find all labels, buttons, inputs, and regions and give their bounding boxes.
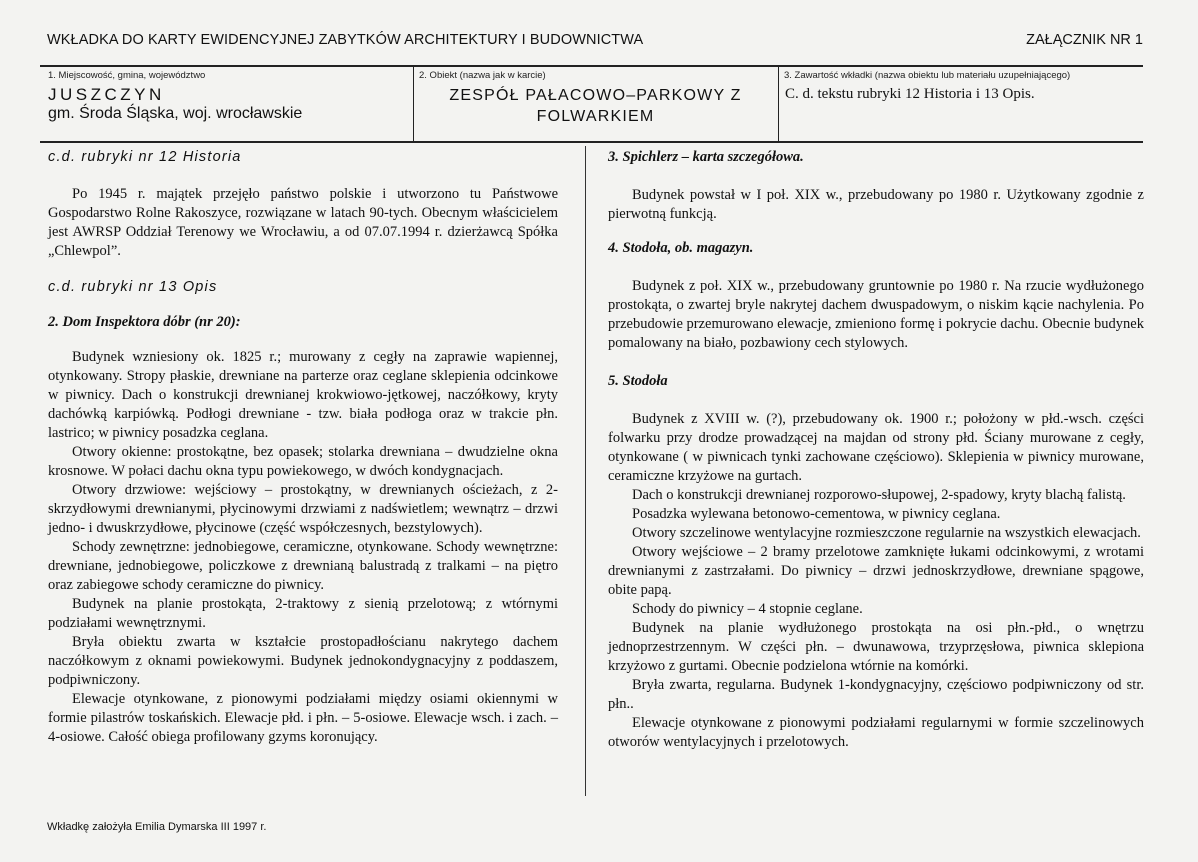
- section-4-paragraph: Budynek z poł. XIX w., przebudowany gruntownie po 1980 r. Na rzucie wydłużonego prostokąta, o zwartej bryle nakrytej dachem dwuspadowym, o niskim kącie nachylenia. Po przebudowie przemurowano elewacje, zmieniono formę i pokrycie dachu. Obecnie budynek pomalowany na biało, pozbawiony cech stylowych.: [608, 278, 1144, 351]
- section-5-heading: 5. Stodoła: [608, 373, 668, 389]
- section-5-paragraph: Bryła zwarta, regularna. Budynek 1-kondygnacyjny, częściowo podpiwniczony od str. płn..: [608, 677, 1144, 712]
- annex-label: ZAŁĄCZNIK NR 1: [1026, 32, 1143, 48]
- section-5-paragraph: Elewacje otynkowane z pionowymi podziałami regularnymi w formie szczelinowych otworów wentylacyjnych i przelotowych.: [608, 715, 1144, 750]
- object-name-line-1: ZESPÓŁ PAŁACOWO–PARKOWY Z: [449, 87, 742, 104]
- description-heading: c.d. rubryki nr 13 Opis: [48, 279, 218, 295]
- history-heading: c.d. rubryki nr 12 Historia: [48, 149, 242, 165]
- header-fields-table: [40, 65, 1143, 143]
- section-2-paragraph: Otwory drzwiowe: wejściowy – prostokątny, w drewnianych ościeżach, z 2-skrzydłowymi drewnianymi, płycinowymi drzwiami z nadświetlem; wewnątrz – drzwi jedno- i dwuskrzydłowe, płycinowe (część współczesnych, bezstylowych).: [48, 482, 558, 536]
- section-5-paragraph: Dach o konstrukcji drewnianej rozporowo-słupowej, 2-spadowy, kryty blachą falistą.: [632, 487, 1126, 503]
- history-paragraph: Po 1945 r. majątek przejęło państwo polskie i utworzono tu Państwowe Gospodarstwo Rolne Rakoszyce, rozwiązane w latach 90-tych. Obecnym właścicielem jest AWRSP Oddział Terenowy we Wrocławiu, a od 07.07.1994 r. dzierżawcą Spółka „Chlewpol”.: [48, 186, 558, 259]
- section-3-paragraph: Budynek powstał w I poł. XIX w., przebudowany po 1980 r. Użytkowany zgodnie z pierwotną funkcją.: [608, 187, 1144, 222]
- left-column: [48, 148, 558, 747]
- field-1-label: 1. Miejscowość, gmina, województwo: [48, 70, 206, 81]
- object-name-value: [413, 85, 778, 127]
- section-2-paragraph: Budynek na planie prostokąta, 2-traktowy z sienią przelotową; z wtórnymi podziałami wewnętrznymi.: [48, 596, 558, 631]
- author-note: Wkładkę założyła Emilia Dymarska III 1997 r.: [47, 821, 267, 833]
- section-5-paragraph: Budynek na planie wydłużonego prostokąta na osi płn.-płd., o wnętrzu jednoprzestrzennym. W części płn. – dwunawowa, trzyprzęsłowa, piwnica sklepiona krzyżowo z gurtami. Obecnie podzielona wtórnie na komórki.: [608, 620, 1144, 674]
- right-column: [608, 148, 1144, 752]
- section-2-paragraph: Otwory okienne: prostokątne, bez opasek; stolarka drewniana – dwudzielne okna krosnowe. W połaci dachu okna typu powiekowego, w dwóch kondygnacjach.: [48, 444, 558, 479]
- section-2-paragraph: Elewacje otynkowane, z pionowymi podziałami między osiami okiennymi w formie pilastrów toskańskich. Elewacje płd. i płn. – 5-osiowe. Elewacje wsch. i zach. – 4-osiowe. Całość obiega profilowany gzyms koronujący.: [48, 691, 558, 745]
- field-2-label: 2. Obiekt (nazwa jak w karcie): [419, 70, 546, 81]
- section-4-heading: 4. Stodoła, ob. magazyn.: [608, 240, 754, 256]
- section-5-paragraph: Budynek z XVIII w. (?), przebudowany ok. 1900 r.; położony w płd.-wsch. części folwarku przy drodze prowadzącej na majdan od strony płd. Ściany murowane z cegły, otynkowane ( w piwnicach tynki zachowane częściowo). Sklepienia w piwnicy murowane, ceramiczne krzyżowe na gurtach.: [608, 411, 1144, 484]
- form-title: WKŁADKA DO KARTY EWIDENCYJNEJ ZABYTKÓW ARCHITEKTURY I BUDOWNICTWA: [47, 32, 644, 48]
- section-5-paragraph: Schody do piwnicy – 4 stopnie ceglane.: [632, 601, 863, 617]
- section-2-heading: 2. Dom Inspektora dóbr (nr 20):: [48, 314, 241, 330]
- contents-value: C. d. tekstu rubryki 12 Historia i 13 Opis.: [785, 86, 1035, 102]
- table-top-border: [40, 65, 1143, 67]
- object-name-line-2: FOLWARKIEM: [536, 108, 655, 125]
- commune-value: gm. Środa Śląska, woj. wrocławskie: [48, 105, 303, 122]
- field-3-label: 3. Zawartość wkładki (nazwa obiektu lub materiału uzupełniającego): [784, 70, 1071, 81]
- section-5-paragraph: Posadzka wylewana betonowo-cementowa, w piwnicy ceglana.: [632, 506, 1001, 522]
- section-2-paragraph: Budynek wzniesiony ok. 1825 r.; murowany z cegły na zaprawie wapiennej, otynkowany. Stropy płaskie, drewniane na parterze oraz ceglane sklepienia odcinkowe w piwnicy. Dach o konstrukcji drewnianej krokwiowo-jętkowej, naczółkowy, kryty dachówką karpiówką. Podłogi drewniane - tzw. biała podłoga oraz w trakcie płn. lastrico; w piwnicy posadzka ceglana.: [48, 349, 558, 441]
- section-5-paragraph: Otwory wejściowe – 2 bramy przelotowe zamknięte łukami odcinkowymi, z wrotami drewnianymi z zastrzałami. Do piwnicy – drzwi jednoskrzydłowe, drewniane spągowe, obite papą.: [608, 544, 1144, 598]
- section-3-heading: 3. Spichlerz – karta szczegółowa.: [608, 149, 804, 165]
- section-5-paragraph: Otwory szczelinowe wentylacyjne rozmieszczone regularnie na wszystkich elewacjach.: [632, 525, 1141, 541]
- section-2-paragraph: Bryła obiektu zwarta w kształcie prostopadłościanu nakrytego dachem naczółkowym z oknami powiekowymi. Budynek jednokondygnacyjny z poddaszem, podpiwniczony.: [48, 634, 558, 688]
- locality-value: JUSZCZYN: [48, 85, 165, 104]
- section-2-paragraph: Schody zewnętrzne: jednobiegowe, ceramiczne, otynkowane. Schody wewnętrzne: drewniane, jednobiegowe, policzkowe z drewnianą balustradą z tralkami – na piętro oraz zabiegowe schody ceramiczne do piwnicy.: [48, 539, 558, 593]
- field-divider: [778, 65, 779, 143]
- table-bottom-border: [40, 141, 1143, 143]
- column-divider: [585, 146, 586, 796]
